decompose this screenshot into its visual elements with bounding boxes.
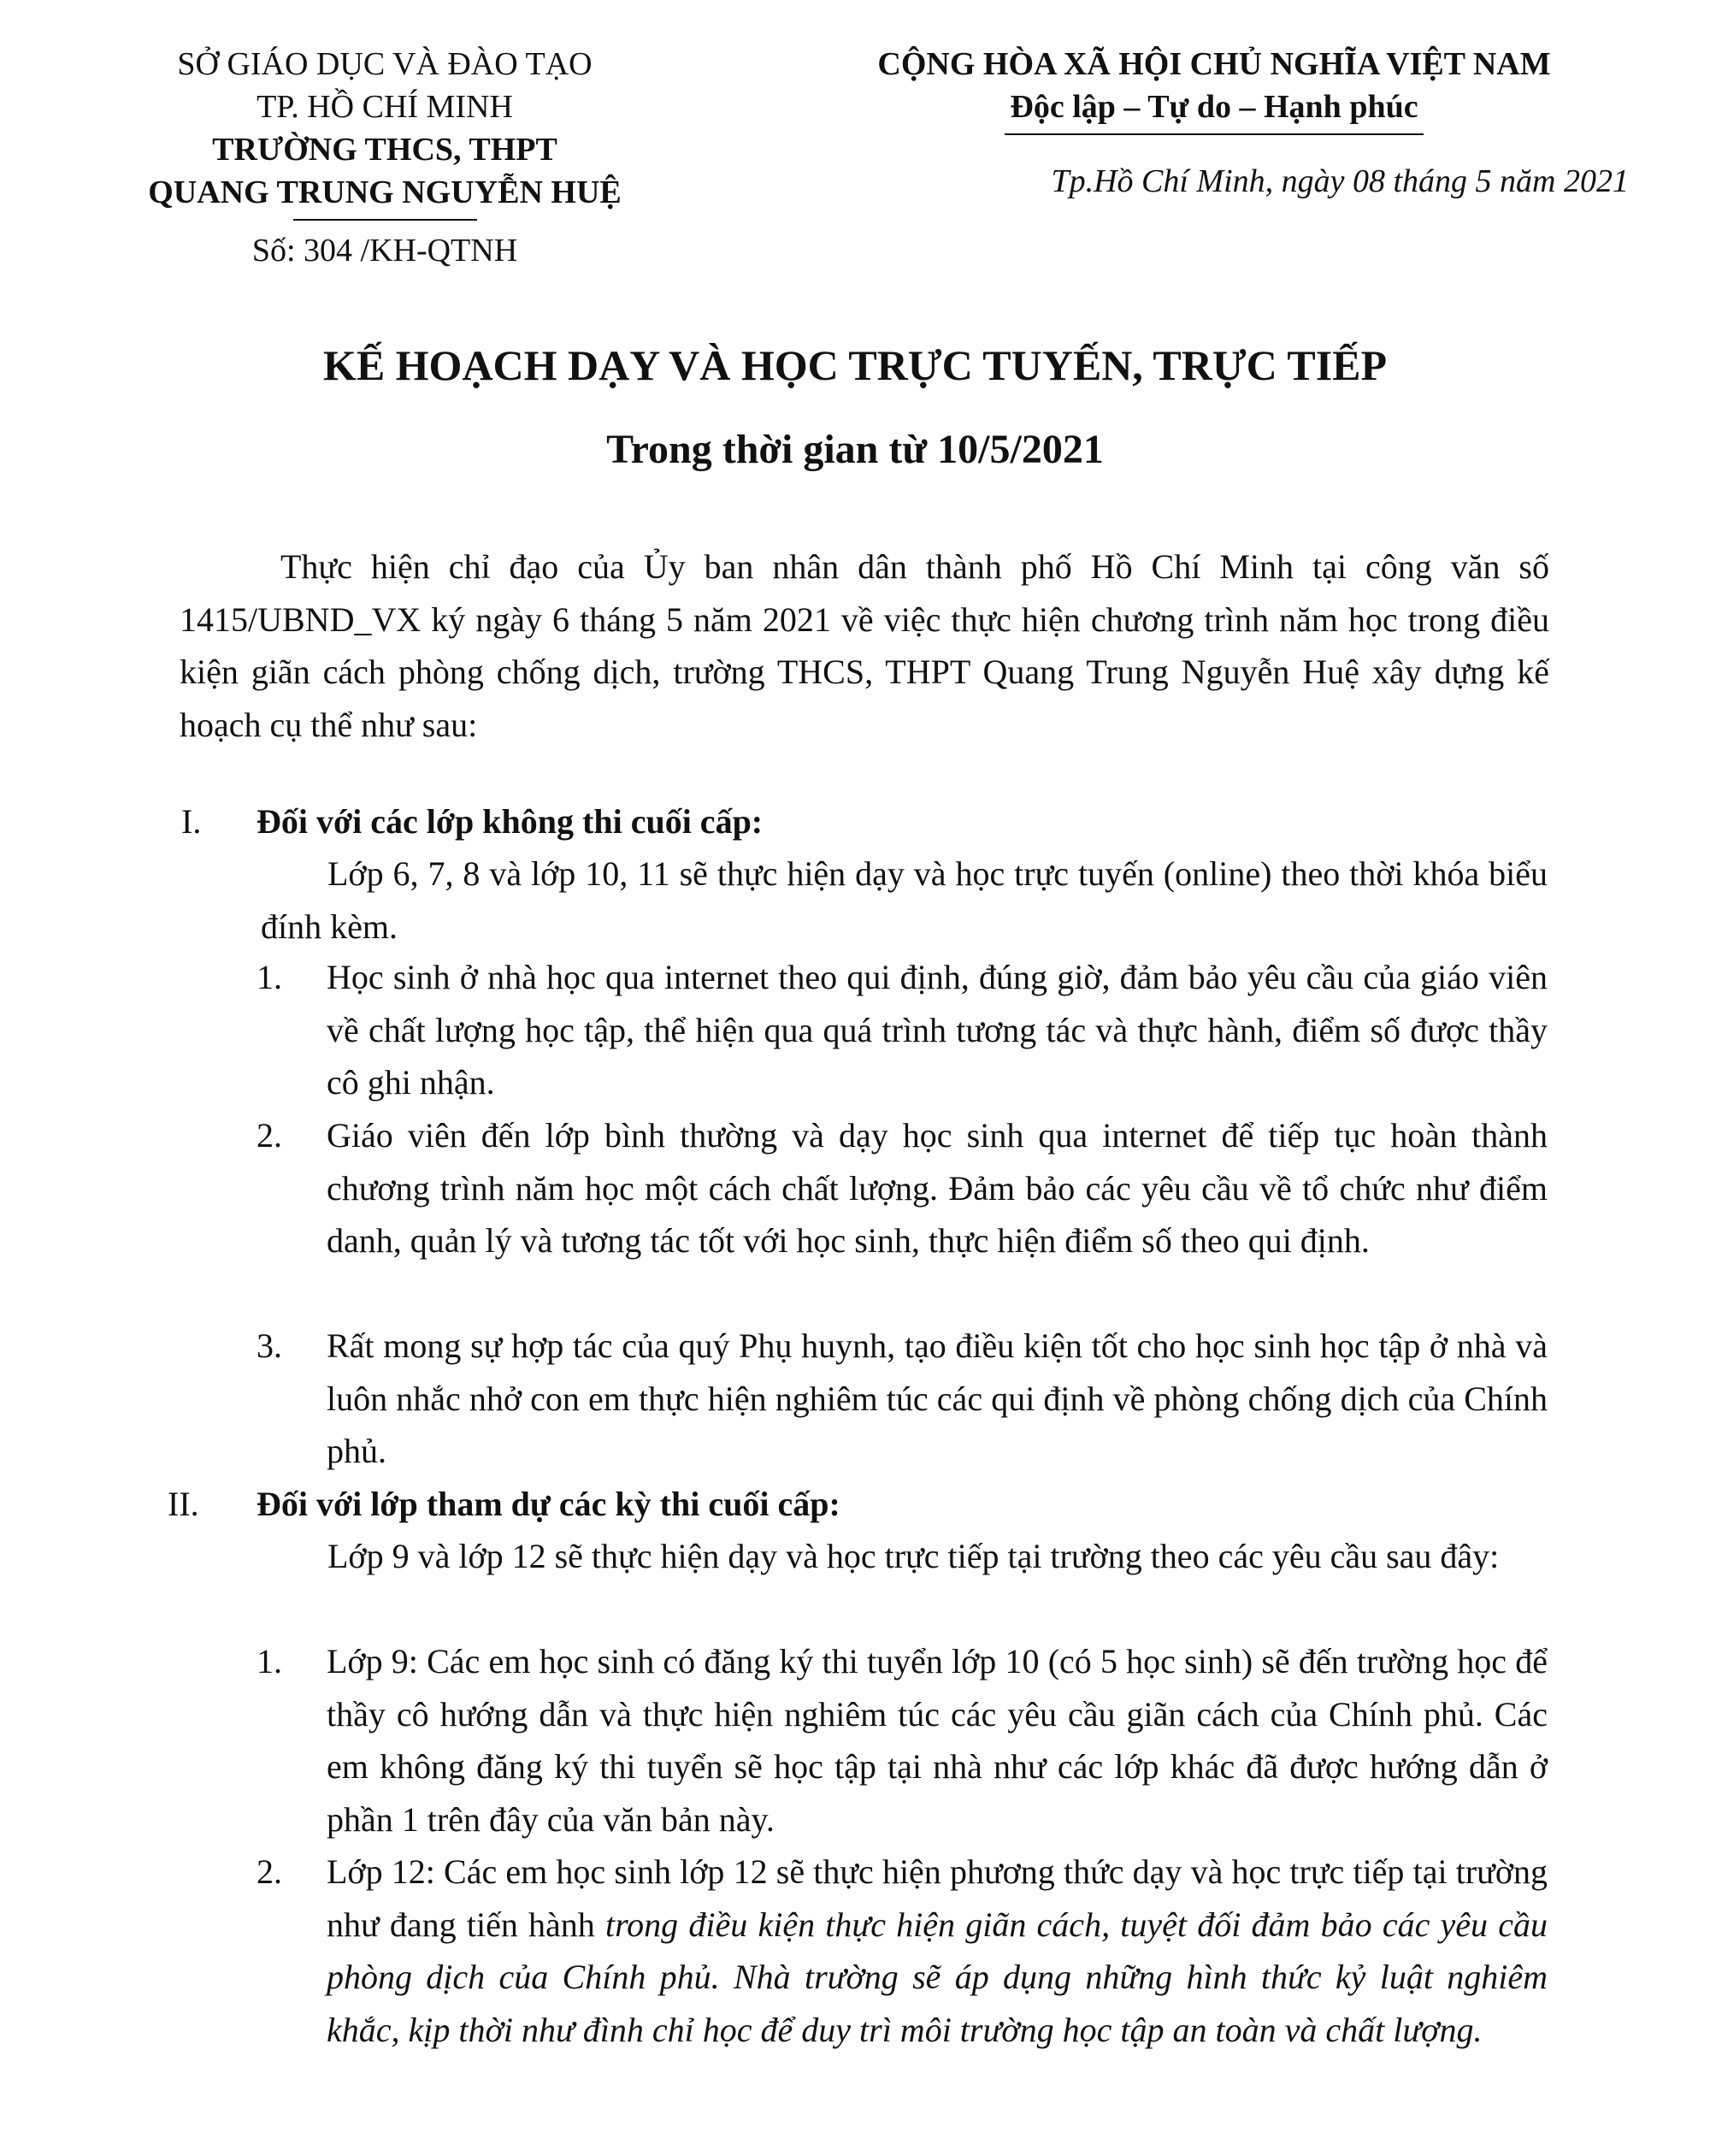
list-item-number: 1. <box>256 958 282 996</box>
list-item-text: Giáo viên đến lớp bình thường và dạy học sinh qua internet để tiếp tục hoàn thành chương trình năm học một cách chất lượng. Đảm bảo các yêu cầu về tổ chức như điểm danh, quản lý và tương tác tốt với học sinh, thực hiện điểm số theo qui định. <box>327 1116 1548 1260</box>
national-motto: Độc lập – Tự do – Hạnh phúc <box>1005 86 1423 135</box>
section-title: Đối với các lớp không thi cuối cấp: <box>256 802 764 841</box>
list-item-number: 3. <box>256 1326 282 1365</box>
issuing-agency-block <box>128 43 641 272</box>
header-divider <box>293 219 477 221</box>
list-item-text: Lớp 9: Các em học sinh có đăng ký thi tuyển lớp 10 (có 5 học sinh) sẽ đến trường học để thầy cô hướng dẫn và thực hiện nghiêm túc các yêu cầu giãn cách của Chính phủ. Các em không đăng ký thi tuyển sẽ học tập tại nhà như các lớp khác đã được hướng dẫn ở phần 1 trên đây của văn bản này. <box>327 1642 1548 1839</box>
list-item-number: 1. <box>256 1642 282 1680</box>
national-title: CỘNG HÒA XÃ HỘI CHỦ NGHĨA VIỆT NAM <box>877 46 1551 82</box>
list-item-text <box>327 1846 1548 2056</box>
list-item-text: Rất mong sự hợp tác của quý Phụ huynh, tạo điều kiện tốt cho học sinh học tập ở nhà và luôn nhắc nhở con em thực hiện nghiêm túc các qui định về phòng chống dịch của Chính phủ. <box>327 1326 1548 1470</box>
national-heading-block <box>804 43 1624 135</box>
list-item-text: Học sinh ở nhà học qua internet theo qui định, đúng giờ, đảm bảo yêu cầu của giáo viên về chất lượng học tập, thể hiện qua quá trình tương tác và thực hành, điểm số được thầy cô ghi nhận. <box>327 958 1548 1102</box>
list-item-number: 2. <box>256 1116 282 1155</box>
section-lead: Lớp 6, 7, 8 và lớp 10, 11 sẽ thực hiện dạy và học trực tuyến (online) theo thời khóa biểu đính kèm. <box>261 854 1548 946</box>
list-item-text-plain: Lớp 12: Các em học sinh lớp 12 sẽ thực hiện phương thức dạy và học trực tiếp tại trường như đang tiến hành <box>327 1852 1548 1944</box>
section-number: II. <box>168 1485 199 1523</box>
city-name: TP. HỒ CHÍ MINH <box>256 89 513 125</box>
document-number: Số: 304 /KH-QTNH <box>251 233 518 269</box>
place-and-date: Tp.Hồ Chí Minh, ngày 08 tháng 5 năm 2021 <box>1051 163 1629 199</box>
list-item-text-italic: trong điều kiện thực hiện giãn cách, tuyệt đối đảm bảo các yêu cầu phòng dịch của Chính phủ. Nhà trường sẽ áp dụng những hình thức kỷ luật nghiêm khắc, kịp thời như đình chỉ học để duy trì môi trường học tập an toàn và chất lượng. <box>327 1905 1548 2049</box>
school-name-line1: TRƯỜNG THCS, THPT <box>212 132 557 168</box>
document-title: KẾ HOẠCH DẠY VÀ HỌC TRỰC TUYẾN, TRỰC TIẾP <box>322 341 1388 389</box>
department-name: SỞ GIÁO DỤC VÀ ĐÀO TẠO <box>177 46 593 82</box>
intro-paragraph: Thực hiện chỉ đạo của Ủy ban nhân dân thành phố Hồ Chí Minh tại công văn số 1415/UBND_VX ký ngày 6 tháng 5 năm 2021 về việc thực hiện chương trình năm học trong điều kiện giãn cách phòng chống dịch, trường THCS, THPT Quang Trung Nguyễn Huệ xây dựng kế hoạch cụ thể như sau: <box>180 547 1549 744</box>
document-subtitle: Trong thời gian từ 10/5/2021 <box>606 427 1104 472</box>
school-name-line2: QUANG TRUNG NGUYỄN HUỆ <box>148 174 622 210</box>
section-lead: Lớp 9 và lớp 12 sẽ thực hiện dạy và học trực tiếp tại trường theo các yêu cầu sau đây: <box>327 1537 1500 1575</box>
section-number: I. <box>181 802 202 841</box>
section-title: Đối với lớp tham dự các kỳ thi cuối cấp: <box>256 1485 840 1523</box>
list-item-number: 2. <box>256 1852 282 1891</box>
